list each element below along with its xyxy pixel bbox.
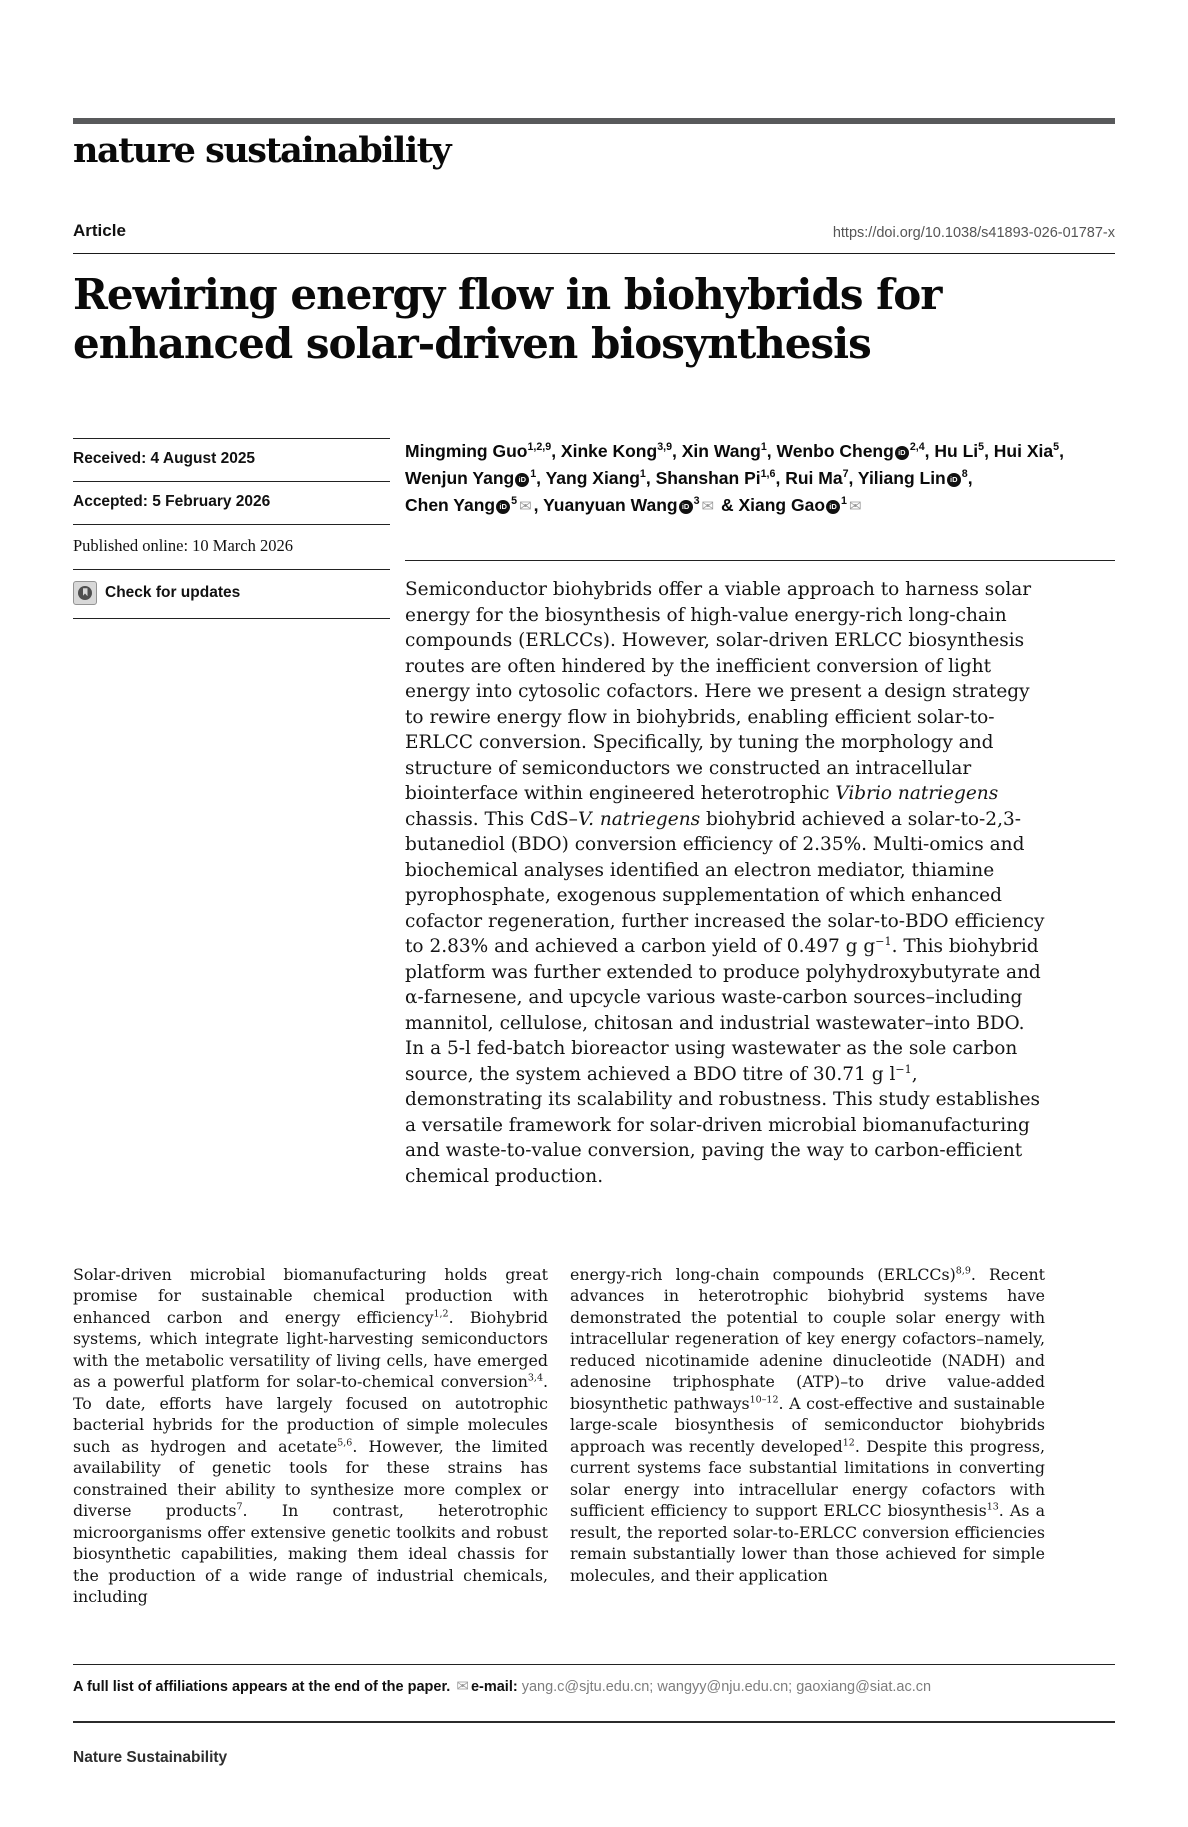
orcid-icon: iD: [947, 473, 961, 487]
footer-divider: [73, 1721, 1115, 1723]
doi-link[interactable]: https://doi.org/10.1038/s41893-026-01787-x: [832, 225, 1115, 241]
author-line: Wenjun Yang iD $^1$, Yang Xiang$^1$, Shanshan Pi$^{1,6}$, Rui Ma$^7$, Yiliang Lin iD $^8$,: [405, 468, 973, 489]
orcid-icon: iD: [515, 473, 529, 487]
paper-title: Rewiring energy flow in biohybrids for enhanced solar-driven biosynthesis: [73, 270, 942, 369]
body-text: [73, 1264, 1045, 1608]
email-link[interactable]: yang.c@sjtu.edu.cn: [521, 1678, 650, 1695]
author-list: [405, 438, 1065, 520]
envelope-icon: ✉: [519, 498, 532, 516]
orcid-icon: iD: [826, 500, 840, 514]
article-type-label: Article: [73, 221, 126, 240]
received-date: Received: 4 August 2025: [73, 438, 390, 481]
abstract-divider: [405, 560, 1115, 561]
check-for-updates[interactable]: [73, 569, 390, 619]
body-column-right: energy-rich long-chain compounds (ERLCCs)$^{8,9}$. Recent advances in heterotrophic biohybrid systems have demonstrated the potential to couple solar energy with intracellular regeneration of key energy cofactors–namely, reduced nicotinamide adenine dinucleotide (NADH) and adenosine triphosphate (ATP)–to drive value-added biosynthetic pathways$^{10-12}$. A cost-effective and sustainable large-scale biosynthesis of semiconductor biohybrids approach was recently developed$^{12}$. Despite this progress, current systems face substantial limitations in converting solar energy into intracellular energy cofactors with sufficient efficiency to support ERLCC biosynthesis$^{13}$. As a result, the reported solar-to-ERLCC conversion efficiencies remain substantially lower than those achieved for simple molecules, and their application: [570, 1264, 1046, 1585]
author-line: Mingming Guo$^{1,2,9}$, Xinke Kong$^{3,9}$, Xin Wang$^1$, Wenbo Cheng iD $^{2,4}$, Hu Li$^5$, Hui Xia$^5$,: [405, 441, 1064, 462]
meta-section: [73, 438, 1115, 1208]
affiliations-divider: [73, 1664, 1115, 1665]
authors-and-abstract: [405, 438, 1115, 1208]
envelope-icon: ✉: [848, 498, 862, 516]
crossmark-icon: [73, 581, 97, 605]
check-for-updates-label: Check for updates: [105, 584, 241, 602]
accepted-date: Accepted: 5 February 2026: [73, 481, 390, 524]
title-divider: [73, 253, 1115, 254]
body-column-left: Solar-driven microbial biomanufacturing holds great promise for sustainable chemical production with enhanced carbon and energy efficiency$^{1,2}$. Biohybrid systems, which integrate light-harvesting semiconductors with the metabolic versatility of living cells, have emerged as a powerful platform for solar-to-chemical conversion$^{3,4}$. To date, efforts have largely focused on autotrophic bacterial hybrids for the production of simple molecules such as hydrogen and acetate$^{5,6}$. However, the limited availability of genetic tools for these strains has constrained their ability to synthesize more complex or diverse products$^7$. In contrast, heterotrophic microorganisms offer extensive genetic toolkits and robust biosynthetic capabilities, making them ideal chassis for the production of a wide range of industrial chemicals, including: [73, 1264, 549, 1607]
orcid-icon: iD: [496, 500, 510, 514]
article-history: [73, 438, 390, 1208]
abstract-text: Semiconductor biohybrids offer a viable approach to harness solar energy for the biosynthesis of high-value energy-rich long-chain compounds (ERLCCs). However, solar-driven ERLCC biosynthesis routes are often hindered by the inefficient conversion of light energy into cytosolic cofactors. Here we present a design strategy to rewire energy flow in biohybrids, enabling efficient solar-to-ERLCC conversion. Specifically, by tuning the morphology and structure of semiconductors we constructed an intracellular biointerface within engineered heterotrophic Vibrio natriegens chassis. This CdS–V. natriegens biohybrid achieved a solar-to-2,3-butanediol (BDO) conversion efficiency of 2.35%. Multi-omics and biochemical analyses identified an electron mediator, thiamine pyrophosphate, exogenous supplementation of which enhanced cofactor regeneration, further increased the solar-to-BDO efficiency to 2.83% and achieved a carbon yield of 0.497 g $g^{-1}$. This biohybrid platform was further extended to produce polyhydroxybutyrate and α-farnesene, and upcycle various waste-carbon sources–including mannitol, cellulose, chitosan and industrial wastewater–into BDO. In a 5-l fed-batch bioreactor using wastewater as the sole carbon source, the system achieved a BDO titre of 30.71 g $l^{-1}$, demonstrating its scalability and robustness. This study establishes a versatile framework for solar-driven microbial biomanufacturing and waste-to-value conversion, paving the way to carbon-efficient chemical production.: [405, 579, 1045, 1187]
orcid-icon: iD: [895, 446, 909, 460]
journal-logo: nature sustainability: [73, 130, 451, 171]
envelope-icon: ✉: [701, 498, 715, 516]
article-row: [73, 221, 1115, 241]
email-link[interactable]: gaoxiang@siat.ac.cn: [796, 1678, 932, 1695]
envelope-icon: ✉: [456, 1677, 469, 1695]
orcid-icon: iD: [679, 500, 693, 514]
top-accent-bar: [73, 118, 1115, 124]
author-line: Chen Yang iD $^5$ ✉ , Yuanyuan Wang iD $^3$ ✉ & Xiang Gao iD $^1$ ✉: [405, 495, 862, 516]
published-date: Published online: 10 March 2026: [73, 524, 390, 569]
email-link[interactable]: wangyy@nju.edu.cn: [657, 1678, 789, 1695]
affiliations-note: A full list of affiliations appears at the end of the paper. ✉ e-mail: yang.c@sjtu.edu.cn; wangyy@nju.edu.cn; gaoxiang@siat.ac.cn: [73, 1677, 932, 1695]
page: [0, 118, 1188, 1827]
journal-footer: Nature Sustainability: [73, 1748, 228, 1766]
